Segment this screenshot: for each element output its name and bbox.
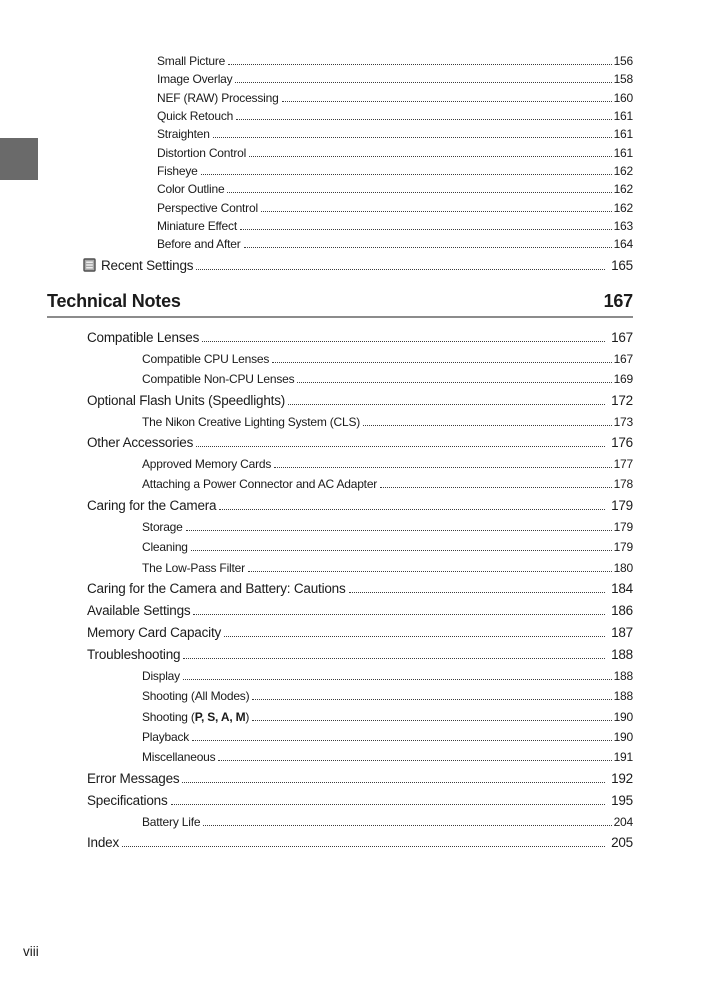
toc-entry[interactable] bbox=[47, 790, 633, 812]
toc-entry[interactable] bbox=[47, 454, 633, 474]
toc-entry[interactable] bbox=[47, 768, 633, 790]
dot-leader bbox=[235, 81, 611, 83]
toc-entry[interactable] bbox=[47, 474, 633, 494]
toc-page-number: 169 bbox=[613, 372, 633, 387]
toc-entry-label: The Low-Pass Filter bbox=[142, 560, 245, 575]
dot-leader bbox=[236, 118, 611, 120]
dot-leader bbox=[380, 486, 611, 488]
toc-page-number: 162 bbox=[613, 182, 633, 197]
dot-leader bbox=[349, 591, 606, 593]
dot-leader bbox=[192, 739, 611, 741]
toc-page-content bbox=[47, 0, 633, 854]
toc-page-number: 180 bbox=[613, 560, 633, 575]
toc-entry[interactable] bbox=[47, 390, 633, 412]
toc-entry[interactable] bbox=[47, 707, 633, 727]
toc-entry-label: Available Settings bbox=[87, 602, 191, 618]
toc-page-number: 167 bbox=[613, 351, 633, 366]
toc-entry-label: Troubleshooting bbox=[87, 646, 181, 662]
toc-entry[interactable] bbox=[47, 495, 633, 517]
dot-leader bbox=[122, 845, 605, 847]
toc-entry[interactable] bbox=[47, 832, 633, 854]
toc-entry-label: Miscellaneous bbox=[142, 750, 216, 765]
toc-page-number: 162 bbox=[613, 200, 633, 215]
toc-entry-label: The Nikon Creative Lighting System (CLS) bbox=[142, 414, 361, 429]
toc-entry-label: Shooting (All Modes) bbox=[142, 689, 250, 704]
toc-page-number: 204 bbox=[613, 814, 633, 829]
dot-leader bbox=[201, 173, 612, 175]
toc-entry[interactable] bbox=[47, 52, 633, 70]
dot-leader bbox=[191, 549, 612, 551]
toc-page-number: 177 bbox=[613, 456, 633, 471]
toc-entry-label: Miniature Effect bbox=[157, 219, 237, 234]
toc-entry-label: Memory Card Capacity bbox=[87, 624, 222, 640]
dot-leader bbox=[203, 824, 611, 826]
toc-page-number: 165 bbox=[611, 257, 633, 273]
toc-page-number: 167 bbox=[611, 329, 633, 345]
toc-entry[interactable] bbox=[47, 517, 633, 537]
toc-page-number: 163 bbox=[613, 219, 633, 234]
toc-page-number: 161 bbox=[613, 145, 633, 160]
toc-page-number: 179 bbox=[613, 519, 633, 534]
toc-entry-label: Caring for the Camera and Battery: Cautions bbox=[87, 580, 346, 596]
toc-page-number: 160 bbox=[613, 90, 633, 105]
toc-entry-label: Compatible Non-CPU Lenses bbox=[142, 372, 295, 387]
toc-entry[interactable] bbox=[47, 600, 633, 622]
toc-entry[interactable] bbox=[47, 349, 633, 369]
toc-page-number: 156 bbox=[613, 54, 633, 68]
section-title: Technical Notes bbox=[47, 290, 181, 311]
toc-entry-label: Cleaning bbox=[142, 540, 188, 555]
toc-page-number: 187 bbox=[611, 624, 633, 640]
toc-page-number: 176 bbox=[611, 434, 633, 450]
toc-entry[interactable] bbox=[47, 199, 633, 217]
toc-entry[interactable] bbox=[47, 432, 633, 454]
toc-entry[interactable] bbox=[47, 125, 633, 143]
dot-leader bbox=[288, 403, 605, 405]
toc-entry[interactable] bbox=[47, 369, 633, 389]
toc-page-number: 173 bbox=[613, 414, 633, 429]
toc-entry-label: Compatible Lenses bbox=[87, 329, 200, 345]
toc-page-number: 188 bbox=[611, 646, 633, 662]
dot-leader bbox=[261, 210, 612, 212]
toc-page-number: 184 bbox=[611, 580, 633, 596]
dot-leader bbox=[196, 268, 605, 270]
toc-entry[interactable] bbox=[47, 747, 633, 767]
toc-entry-label: Battery Life bbox=[142, 814, 201, 829]
dot-leader bbox=[202, 340, 605, 342]
dot-leader bbox=[228, 63, 611, 65]
toc-entry-label: Index bbox=[87, 835, 120, 851]
dot-leader bbox=[224, 635, 605, 637]
toc-entry-label: Approved Memory Cards bbox=[142, 456, 272, 471]
toc-page-number: 178 bbox=[613, 477, 633, 492]
toc-page-number: 179 bbox=[613, 540, 633, 555]
dot-leader bbox=[213, 136, 612, 138]
toc-entry[interactable] bbox=[47, 217, 633, 235]
toc-entry-label: Color Outline bbox=[157, 182, 225, 197]
dot-leader bbox=[186, 529, 612, 531]
toc-entry[interactable] bbox=[47, 327, 633, 349]
toc-entry-label: NEF (RAW) Processing bbox=[157, 90, 279, 105]
dot-leader bbox=[249, 155, 611, 157]
toc-entry[interactable] bbox=[47, 144, 633, 162]
dot-leader bbox=[227, 191, 611, 193]
dot-leader bbox=[183, 657, 605, 659]
toc-entry[interactable] bbox=[47, 578, 633, 600]
dot-leader bbox=[183, 678, 612, 680]
toc-page-number: 190 bbox=[613, 730, 633, 745]
dot-leader bbox=[171, 803, 606, 805]
toc-page-number: 161 bbox=[613, 109, 633, 124]
section-heading bbox=[47, 288, 633, 314]
toc-entry-label: Compatible CPU Lenses bbox=[142, 351, 270, 366]
toc-page-number: 161 bbox=[613, 127, 633, 142]
toc-pre-section-list bbox=[47, 52, 633, 254]
toc-entry[interactable] bbox=[47, 89, 633, 107]
toc-entry-label: Other Accessories bbox=[87, 434, 194, 450]
dot-leader bbox=[297, 381, 611, 383]
toc-entry-recent-settings[interactable] bbox=[47, 255, 633, 276]
toc-entry[interactable] bbox=[47, 412, 633, 432]
dot-leader bbox=[196, 445, 605, 447]
toc-entry[interactable] bbox=[47, 107, 633, 125]
toc-main-list bbox=[47, 327, 633, 854]
toc-entry[interactable] bbox=[47, 558, 633, 578]
dot-leader bbox=[363, 424, 611, 426]
toc-page-number: 188 bbox=[613, 668, 633, 683]
toc-entry[interactable] bbox=[47, 666, 633, 686]
footer-page-number: viii bbox=[23, 944, 39, 959]
toc-page-number: 190 bbox=[613, 709, 633, 724]
toc-page-number: 195 bbox=[611, 792, 633, 808]
toc-entry-label: Storage bbox=[142, 519, 183, 534]
toc-entry-label: Perspective Control bbox=[157, 200, 258, 215]
dot-leader bbox=[272, 361, 611, 363]
toc-entry-label: Before and After bbox=[157, 237, 241, 252]
toc-entry[interactable] bbox=[47, 727, 633, 747]
toc-entry-label: Caring for the Camera bbox=[87, 497, 217, 513]
dot-leader bbox=[274, 466, 611, 468]
toc-entry-label: Attaching a Power Connector and AC Adapter bbox=[142, 477, 378, 492]
heading-rule bbox=[47, 316, 633, 318]
toc-entry-label: Quick Retouch bbox=[157, 109, 234, 124]
toc-entry[interactable] bbox=[47, 812, 633, 832]
dot-leader bbox=[244, 246, 612, 248]
toc-entry-label: Display bbox=[142, 668, 180, 683]
toc-entry-label: Shooting (P, S, A, M) bbox=[142, 709, 250, 724]
recent-settings-menu-icon bbox=[83, 258, 96, 272]
dot-leader bbox=[218, 759, 611, 761]
dot-leader bbox=[282, 100, 612, 102]
toc-page-number: 192 bbox=[611, 770, 633, 786]
toc-entry[interactable] bbox=[47, 537, 633, 557]
dot-leader bbox=[219, 508, 605, 510]
toc-entry-label: Small Picture bbox=[157, 54, 226, 68]
toc-entry-label: Image Overlay bbox=[157, 72, 233, 87]
toc-entry-label: Optional Flash Units (Speedlights) bbox=[87, 392, 286, 408]
toc-page-number: 158 bbox=[613, 72, 633, 87]
toc-page-number: 179 bbox=[611, 497, 633, 513]
toc-entry[interactable] bbox=[47, 644, 633, 666]
dot-leader bbox=[248, 570, 612, 572]
toc-entry-label: Distortion Control bbox=[157, 145, 247, 160]
toc-entry[interactable] bbox=[47, 235, 633, 253]
toc-entry-label: Error Messages bbox=[87, 770, 180, 786]
dot-leader bbox=[252, 698, 611, 700]
toc-entry[interactable] bbox=[47, 180, 633, 198]
dot-leader bbox=[193, 613, 605, 615]
toc-page-number: 205 bbox=[611, 835, 633, 851]
toc-page-number: 172 bbox=[611, 392, 633, 408]
toc-entry[interactable] bbox=[47, 622, 633, 644]
toc-entry-label: Playback bbox=[142, 730, 190, 745]
toc-entry[interactable] bbox=[47, 70, 633, 88]
toc-entry[interactable] bbox=[47, 162, 633, 180]
toc-entry-label: Specifications bbox=[87, 792, 168, 808]
section-edge-tab bbox=[0, 138, 38, 180]
toc-entry-label: Straighten bbox=[157, 127, 210, 142]
toc-page-number: 188 bbox=[613, 689, 633, 704]
section-page-number: 167 bbox=[603, 290, 633, 311]
toc-entry-label: Recent Settings bbox=[101, 257, 194, 273]
toc-page-number: 191 bbox=[613, 750, 633, 765]
dot-leader bbox=[182, 781, 605, 783]
dot-leader bbox=[252, 719, 611, 721]
toc-page-number: 164 bbox=[613, 237, 633, 252]
toc-page-number: 162 bbox=[613, 164, 633, 179]
dot-leader bbox=[240, 228, 612, 230]
toc-entry[interactable] bbox=[47, 686, 633, 706]
toc-page-number: 186 bbox=[611, 602, 633, 618]
toc-entry-label: Fisheye bbox=[157, 164, 198, 179]
